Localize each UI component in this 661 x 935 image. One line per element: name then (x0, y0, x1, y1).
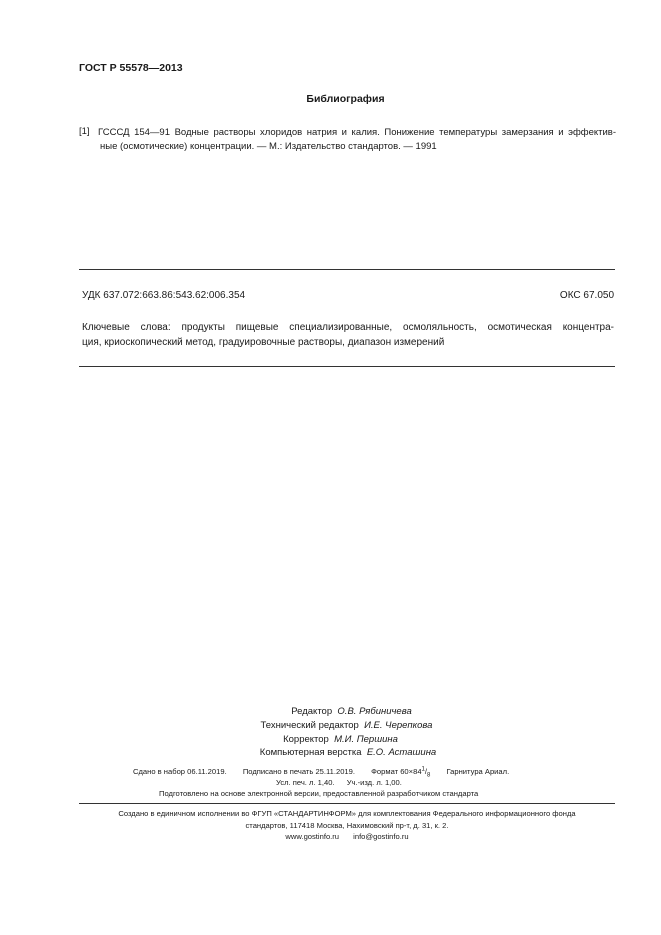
publication-line2 (276, 777, 412, 788)
publisher-footer (79, 808, 615, 843)
bibliography-item-line2: ные (осмотические) концентрации. — М.: Издательство стандартов. — 1991 (100, 141, 437, 152)
tech-editor-name: И.Е. Черепкова (364, 719, 433, 731)
print-sheets: Усл. печ. л. 1,40. (276, 778, 335, 787)
publishing-sheets: Уч.-изд. л. 1,00. (346, 778, 402, 787)
editor-line (0, 705, 661, 719)
tech-editor-role: Технический редактор (260, 719, 359, 731)
layout-line (0, 746, 661, 760)
editor-role: Редактор (291, 706, 333, 717)
udc-code: УДК 637.072:663.86:543.62:006.354 (82, 290, 246, 301)
proofreader-line (0, 733, 661, 747)
divider-top (79, 269, 615, 270)
bibliography-item-line1: ГСССД 154—91 Водные растворы хлоридов натрия и калия. Понижение температуры замерзания и эффектив- (98, 127, 616, 138)
typeface: Гарнитура Ариал. (446, 767, 510, 776)
typeset-date: Сдано в набор 06.11.2019. (133, 767, 227, 776)
editor-name: О.В. Рябиничева (337, 706, 412, 717)
footer-line2: стандартов, 117418 Москва, Нахимовский пр-т, д. 31, к. 2. (245, 820, 449, 830)
keywords-line2: ция, криоскопический метод, градуировочные растворы, диапазон измерений (82, 336, 445, 348)
proofreader-role: Корректор (283, 733, 329, 745)
keywords (82, 321, 614, 350)
email-link[interactable]: info@gostinfo.ru (353, 832, 409, 841)
prepared-note: Подготовлено на основе электронной версии, предоставленной разработчиком стандарта (159, 789, 479, 798)
format-numerator: 1 (421, 766, 425, 773)
tech-editor-line (0, 719, 661, 733)
bibliography-title: Библиография (306, 93, 385, 105)
divider-footer (79, 803, 615, 804)
divider-bottom (79, 366, 615, 367)
format: Формат $60\times 84^1/_8$ (371, 766, 431, 779)
publication-line1 (133, 766, 523, 777)
standard-code: ГОСТ Р 55578—2013 (79, 62, 183, 74)
format-prefix: Формат 60×84 (371, 767, 422, 776)
format-denominator: 8 (427, 772, 431, 779)
bibliography-item-text (98, 126, 616, 154)
footer-line1: Создано в единичном исполнении во ФГУП «СТАНДАРТИНФОРМ» для комплектования Федерального информационного фонда (118, 809, 576, 818)
proofreader-name: М.И. Першина (334, 733, 398, 745)
editorial-staff (0, 705, 661, 760)
signed-date: Подписано в печать 25.11.2019. (242, 767, 355, 776)
bibliography-item-number: [1] (79, 126, 90, 137)
oks-code: ОКС 67.050 (559, 290, 614, 301)
layout-name: Е.О. Асташина (366, 747, 437, 759)
footer-contacts (79, 831, 615, 843)
keywords-line1: Ключевые слова: продукты пищевые специализированные, осмоляльность, осмотическая концентра- (82, 322, 614, 333)
website-link[interactable]: www.gostinfo.ru (285, 832, 340, 841)
layout-role: Компьютерная верстка (259, 747, 362, 759)
